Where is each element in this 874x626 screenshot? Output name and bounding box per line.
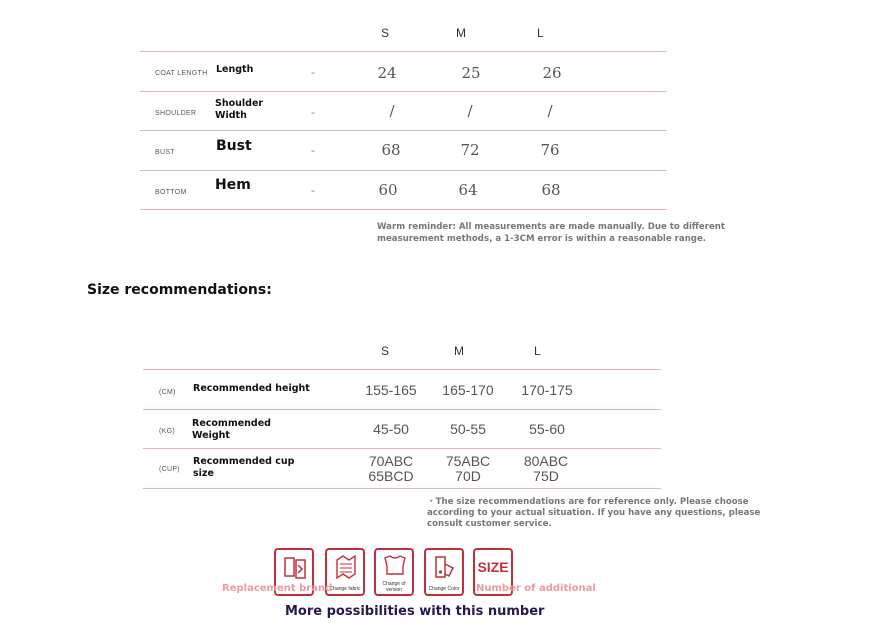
divider [140,91,667,92]
recommend-note-line1: ・The size recommendations are for reference only. Please choose [427,497,749,507]
header-m: M [454,344,464,358]
value-s: 60 [378,181,398,199]
value-m: 50-55 [450,421,486,437]
row-code: (KG) [159,428,175,435]
value-m: 165-170 [442,382,494,398]
value-l-line2: 75D [533,468,559,484]
divider [140,209,667,210]
row-label: Length [216,64,254,75]
color-icon [424,548,464,596]
row-dash: - [311,184,315,197]
row-code: BOTTOM [155,189,187,196]
row-label-line2: size [193,468,214,479]
recommend-note-line2: according to your actual situation. If you have any questions, please [427,508,761,518]
row-dash: - [311,144,315,157]
header-s: S [381,26,390,40]
value-l: 170-175 [521,382,573,398]
divider [140,130,667,131]
value-l: 76 [540,141,560,159]
row-label: Recommended height [193,383,310,394]
header-l: L [534,344,541,358]
header-l: L [537,26,544,40]
size-recommendations-heading: Size recommendations: [87,282,272,298]
garment-caption: Change of version [382,581,406,593]
value-m: 25 [461,64,481,82]
row-label: Bust [216,138,252,154]
value-s: / [389,102,395,120]
garment-icon [374,548,414,596]
value-m-line1: 75ABC [445,453,491,469]
value-l-line1: 80ABC [523,453,569,469]
value-s-line1: 70ABC [368,453,414,469]
row-code: (CM) [159,389,176,396]
row-code: BUST [155,149,175,156]
measure-note-line1: Warm reminder: All measurements are made manually. Due to different [377,222,726,232]
value-l: 68 [541,181,561,199]
number-additional-label: Number of additional [476,583,596,594]
row-label-line2: Weight [192,430,230,441]
row-label: Hem [215,177,251,193]
fabric-caption: Change fabric [329,586,361,592]
row-dash: - [311,106,315,119]
value-m-line2: 70D [455,468,481,484]
recommend-note-line3: consult customer service. [427,519,552,529]
row-dash: - [311,66,315,79]
header-m: M [456,26,466,40]
measure-note-line2: measurement methods, a 1-3CM error is within a reasonable range. [377,234,707,244]
color-caption: Change Color [428,586,460,592]
value-m: / [467,102,473,120]
row-code: SHOULDER [155,110,197,117]
value-m: 64 [458,181,478,199]
value-s: 68 [381,141,401,159]
row-label-line1: Recommended [192,418,271,429]
divider [143,369,661,370]
value-s-line2: 65BCD [368,468,414,484]
more-possibilities-text: More possibilities with this number [285,604,545,619]
header-s: S [381,344,390,358]
divider [143,448,661,449]
value-s: 155-165 [365,382,417,398]
value-m: 72 [460,141,480,159]
divider [143,409,661,410]
row-code: COAT LENGTH [155,70,208,77]
row-label-line1: Recommended cup [193,456,295,467]
value-s: 24 [377,64,397,82]
value-s: 45-50 [373,421,409,437]
value-l: 26 [542,64,562,82]
value-l: 55-60 [529,421,565,437]
value-l: / [547,102,553,120]
row-code: (CUP) [159,466,180,473]
divider [143,488,661,489]
divider [140,51,667,52]
divider [140,170,667,171]
row-label: Shoulder Width [215,98,264,121]
replacement-brand-label: Replacement brand [222,583,333,594]
size-icon-text: SIZE [477,559,509,575]
